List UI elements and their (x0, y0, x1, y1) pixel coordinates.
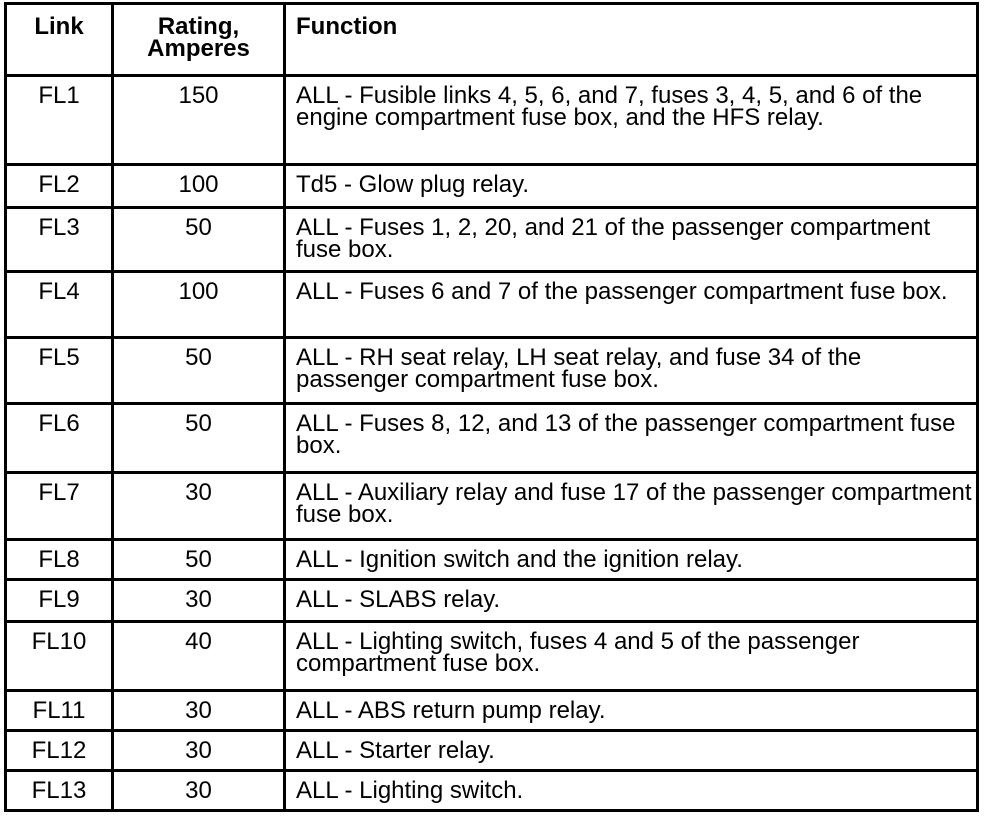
header-rating-line1: Rating, (157, 13, 240, 40)
link-cell: FL12 (6, 731, 113, 771)
function-cell: Td5 - Glow plug relay. (285, 165, 978, 208)
link-cell: FL7 (6, 473, 113, 540)
table-row (6, 580, 978, 622)
table-row (6, 771, 978, 811)
rating-cell: 40 (113, 622, 285, 691)
function-cell: ALL - Ignition switch and the ignition relay. (285, 540, 978, 580)
link-cell: FL6 (6, 404, 113, 473)
function-cell: ALL - Auxiliary relay and fuse 17 of the passenger compartment fuse box. (285, 473, 978, 540)
function-cell: ALL - Lighting switch, fuses 4 and 5 of the passenger compartment fuse box. (285, 622, 978, 691)
function-cell: ALL - Fusible links 4, 5, 6, and 7, fuses 3, 4, 5, and 6 of the engine compartment fuse box, and the HFS relay. (285, 76, 978, 165)
link-cell: FL4 (6, 272, 113, 338)
rating-cell: 30 (113, 580, 285, 622)
rating-cell: 100 (113, 272, 285, 338)
table-row (6, 731, 978, 771)
table-header-row (6, 4, 978, 76)
link-cell: FL5 (6, 338, 113, 404)
link-cell: FL8 (6, 540, 113, 580)
function-cell: ALL - ABS return pump relay. (285, 691, 978, 731)
function-cell: ALL - RH seat relay, LH seat relay, and fuse 34 of the passenger compartment fuse box. (285, 338, 978, 404)
rating-cell: 50 (113, 208, 285, 272)
rating-cell: 30 (113, 731, 285, 771)
function-cell: ALL - SLABS relay. (285, 580, 978, 622)
link-cell: FL9 (6, 580, 113, 622)
function-cell: ALL - Lighting switch. (285, 771, 978, 811)
rating-cell: 30 (113, 771, 285, 811)
link-cell: FL13 (6, 771, 113, 811)
header-rating (113, 4, 285, 76)
link-cell: FL3 (6, 208, 113, 272)
function-cell: ALL - Fuses 6 and 7 of the passenger compartment fuse box. (285, 272, 978, 338)
rating-cell: 30 (113, 473, 285, 540)
table-row (6, 208, 978, 272)
rating-cell: 30 (113, 691, 285, 731)
table-row (6, 473, 978, 540)
function-cell: ALL - Fuses 8, 12, and 13 of the passenger compartment fuse box. (285, 404, 978, 473)
table-row (6, 540, 978, 580)
function-cell: ALL - Fuses 1, 2, 20, and 21 of the passenger compartment fuse box. (285, 208, 978, 272)
link-cell: FL2 (6, 165, 113, 208)
table-row (6, 165, 978, 208)
table-row (6, 272, 978, 338)
rating-cell: 50 (113, 404, 285, 473)
rating-cell: 50 (113, 338, 285, 404)
rating-cell: 100 (113, 165, 285, 208)
fusible-link-table (4, 2, 979, 812)
rating-cell: 150 (113, 76, 285, 165)
rating-cell: 50 (113, 540, 285, 580)
link-cell: FL11 (6, 691, 113, 731)
table-row (6, 691, 978, 731)
header-function: Function (285, 4, 978, 76)
table-row (6, 622, 978, 691)
header-link: Link (6, 4, 113, 76)
link-cell: FL1 (6, 76, 113, 165)
link-cell: FL10 (6, 622, 113, 691)
function-cell: ALL - Starter relay. (285, 731, 978, 771)
header-rating-line2: Amperes (147, 35, 250, 62)
table-row (6, 76, 978, 165)
table-row (6, 338, 978, 404)
table-row (6, 404, 978, 473)
